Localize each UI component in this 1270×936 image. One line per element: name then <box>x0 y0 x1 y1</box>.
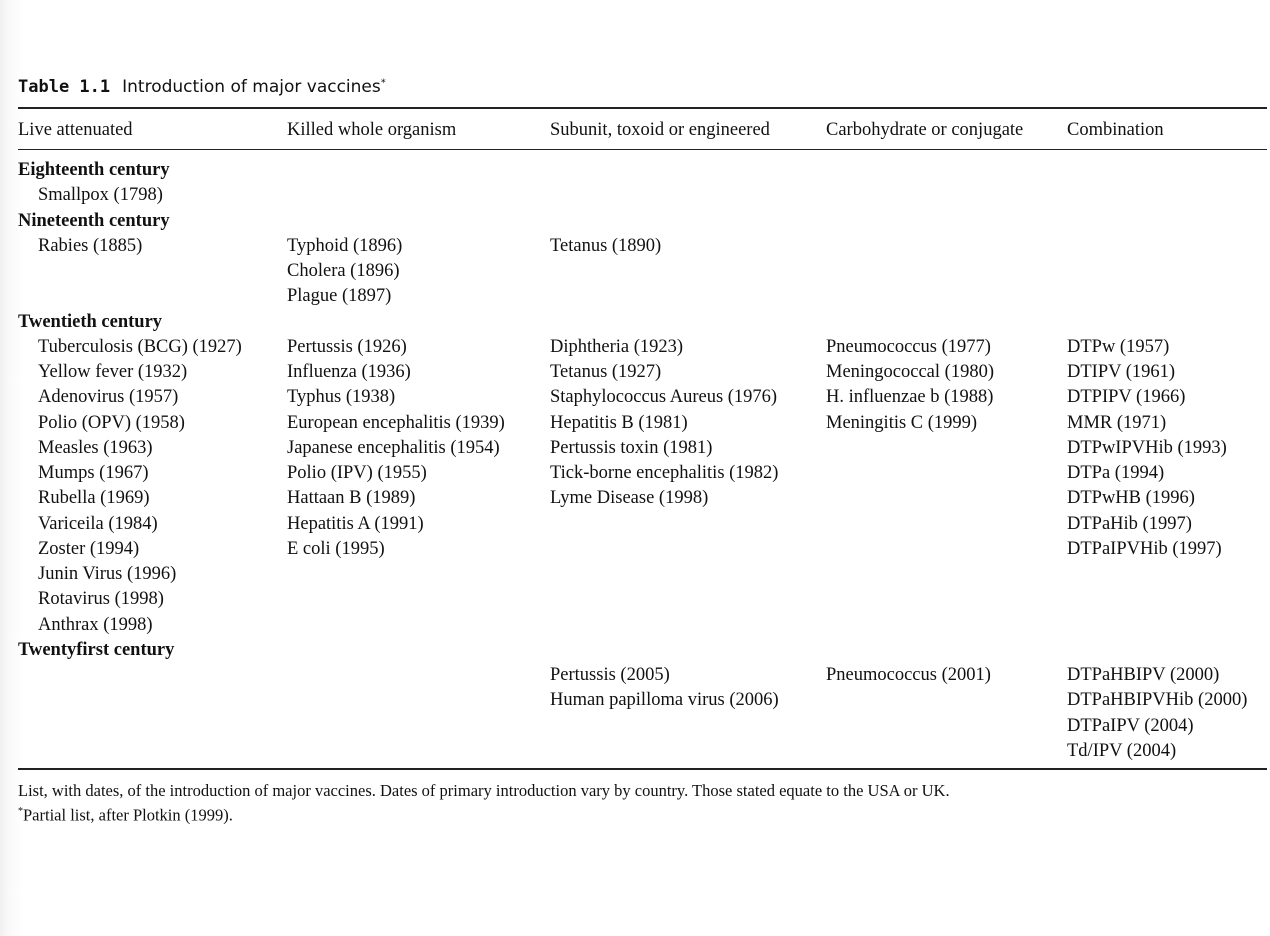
table-cell: European encephalitis (1939) <box>287 412 505 433</box>
section-heading: Eighteenth century <box>18 160 170 180</box>
column-header: Live attenuated <box>18 120 133 140</box>
table-bottom-rule <box>18 768 1267 770</box>
table-cell: DTPaHib (1997) <box>1067 513 1192 534</box>
table-cell: Rabies (1885) <box>38 235 143 256</box>
section-row <box>0 209 1270 234</box>
table-cell: Zoster (1994) <box>38 538 140 559</box>
column-header: Combination <box>1067 120 1164 140</box>
table-cell: Adenovirus (1957) <box>38 387 179 408</box>
table-cell: DTIPV (1961) <box>1067 362 1176 382</box>
table-cell: Tuberculosis (BCG) (1927) <box>38 336 242 357</box>
table-cell: Tetanus (1927) <box>550 362 662 382</box>
table-title-mark: * <box>380 77 386 89</box>
table-label: Table 1.1 <box>18 77 111 97</box>
table-cell: DTPwIPVHib (1993) <box>1067 437 1227 458</box>
column-header: Killed whole organism <box>287 120 457 140</box>
table-row <box>0 587 1270 612</box>
table-cell: Tetanus (1890) <box>550 235 662 256</box>
table-cell: DTPwHB (1996) <box>1067 488 1195 509</box>
table-row <box>0 562 1270 587</box>
table-cell: Pneumococcus (2001) <box>826 665 991 685</box>
footnote-text: Partial list, after Plotkin (1999). <box>23 805 233 825</box>
table-row <box>0 234 1270 259</box>
table-cell: MMR (1971) <box>1067 412 1167 433</box>
table-cell: DTPIPV (1966) <box>1067 387 1186 408</box>
footnote-mark: * <box>18 806 23 817</box>
table-cell: Yellow fever (1932) <box>38 362 188 382</box>
table-cell: DTPaHBIPVHib (2000) <box>1067 690 1248 711</box>
table-header-rule <box>18 149 1267 150</box>
section-heading: Twentyfirst century <box>18 639 175 660</box>
table-cell: E coli (1995) <box>287 538 385 559</box>
table-row <box>0 183 1270 208</box>
table-row <box>0 512 1270 537</box>
table-row <box>0 537 1270 562</box>
table-cell: Pertussis (2005) <box>550 665 670 685</box>
table-row <box>0 360 1270 385</box>
table-row <box>0 385 1270 410</box>
column-header: Carbohydrate or conjugate <box>826 120 1024 140</box>
table-row <box>0 411 1270 436</box>
column-header: Subunit, toxoid or engineered <box>550 120 770 140</box>
section-heading: Nineteenth century <box>18 210 170 231</box>
section-row <box>0 638 1270 663</box>
table-cell: Td/IPV (2004) <box>1067 740 1177 761</box>
table-row <box>0 739 1270 764</box>
table-cell: DTPa (1994) <box>1067 463 1165 483</box>
table-cell: DTPaHBIPV (2000) <box>1067 665 1220 685</box>
table-cell: Diphtheria (1923) <box>550 336 684 357</box>
table-cell: Lyme Disease (1998) <box>550 488 709 509</box>
table-cell: Tick-borne encephalitis (1982) <box>550 463 779 483</box>
table-row <box>0 613 1270 638</box>
table-cell: Meningitis C (1999) <box>826 412 978 433</box>
table-body <box>0 158 1270 764</box>
table-cell: Polio (IPV) (1955) <box>287 463 427 483</box>
table-cell: Pneumococcus (1977) <box>826 336 991 357</box>
footnote-line: List, with dates, of the introduction of major vaccines. Dates of primary introduction vary by country. Those stated equate to the USA or UK. <box>18 781 950 800</box>
table-caption <box>18 77 386 97</box>
footnote-line <box>18 801 950 826</box>
table-cell: H. influenzae b (1988) <box>826 387 994 408</box>
table-cell: Measles (1963) <box>38 437 153 458</box>
table-row <box>0 436 1270 461</box>
table-cell: Variceila (1984) <box>38 513 158 534</box>
table-row <box>0 335 1270 360</box>
table-cell: Hattaan B (1989) <box>287 488 416 509</box>
table-cell: DTPaIPV (2004) <box>1067 715 1194 736</box>
table-row <box>0 259 1270 284</box>
table-cell: Typhus (1938) <box>287 387 396 408</box>
table-row <box>0 461 1270 486</box>
table-cell: DTPw (1957) <box>1067 336 1170 357</box>
table-cell: Staphylococcus Aureus (1976) <box>550 387 778 408</box>
table-row <box>0 714 1270 739</box>
table-row <box>0 486 1270 511</box>
table-cell: Pertussis (1926) <box>287 336 407 357</box>
table-cell: Anthrax (1998) <box>38 614 153 635</box>
table-top-rule <box>18 107 1267 109</box>
table-cell: Cholera (1896) <box>287 261 400 281</box>
table-cell: Japanese encephalitis (1954) <box>287 437 500 458</box>
table-cell: Polio (OPV) (1958) <box>38 412 185 433</box>
table-cell: Rotavirus (1998) <box>38 589 164 610</box>
table-header-row <box>0 118 1270 142</box>
section-row <box>0 158 1270 183</box>
table-row <box>0 663 1270 688</box>
table-cell: Mumps (1967) <box>38 463 149 483</box>
table-cell: Pertussis toxin (1981) <box>550 437 713 458</box>
table-cell: Hepatitis A (1991) <box>287 513 424 534</box>
table-cell: Rubella (1969) <box>38 488 150 509</box>
table-cell: Plague (1897) <box>287 286 392 307</box>
table-cell: Typhoid (1896) <box>287 235 403 256</box>
table-footnote <box>18 780 950 826</box>
table-row <box>0 284 1270 309</box>
table-row <box>0 688 1270 713</box>
table-cell: Influenza (1936) <box>287 362 411 382</box>
table-cell: Hepatitis B (1981) <box>550 412 688 433</box>
table-cell: Human papilloma virus (2006) <box>550 690 779 711</box>
table-title: Introduction of major vaccines <box>122 77 381 97</box>
section-row <box>0 310 1270 335</box>
table-cell: Junin Virus (1996) <box>38 564 177 584</box>
table-cell: DTPaIPVHib (1997) <box>1067 538 1222 559</box>
table-cell: Smallpox (1798) <box>38 185 163 206</box>
table-cell: Meningococcal (1980) <box>826 362 994 382</box>
section-heading: Twentieth century <box>18 311 163 332</box>
